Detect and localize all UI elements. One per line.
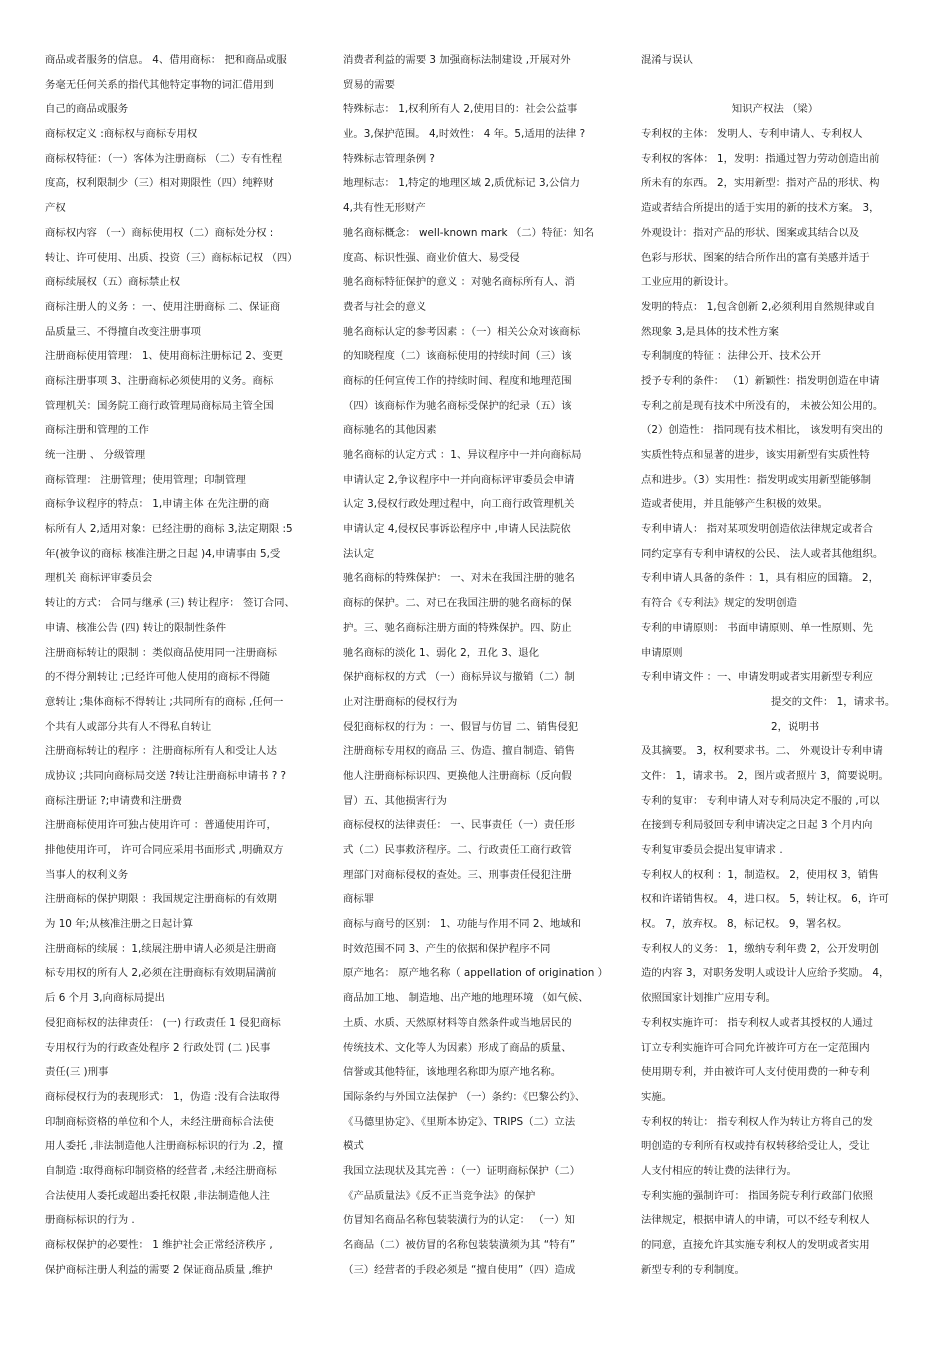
text-line: 法律规定，根据申请人的申请，可以不经专利权人 [641, 1214, 870, 1227]
text-line: 同约定享有专利申请权的公民、 法人或者其他组织。 [641, 547, 884, 560]
text-line: 商标的保护。二、对已在我国注册的驰名商标的保 [343, 597, 572, 610]
text-line: 保护商标权的方式 （一）商标异议与撤销（二）制 [343, 671, 575, 684]
text-line: 务毫无任何关系的指代其他特定事物的词汇借用到 [45, 78, 274, 91]
text-line: 商标罪 [343, 893, 375, 906]
text-line: 申请认定 2,争议程序中一并向商标评审委员会申请 [343, 473, 575, 486]
text-line: 当事人的权利义务 [45, 868, 129, 881]
text-line: 商标权保护的必要性： 1 维护社会正常经济秩序 , [45, 1239, 273, 1251]
text-line: （2）创造性： 指同现有技术相比， 该发明有突出的 [641, 424, 883, 437]
text-line: 转让、许可使用、出质、投资（三）商标标记权 （四） [45, 251, 298, 264]
text-line: 明创造的专利所有权或持有权转移给受让人，受让 [641, 1140, 870, 1153]
text-line: 商标侵权的法律责任： 一、民事责任（一）责任形 [343, 819, 575, 832]
text-line: 特殊标志管理条例 ? [343, 152, 435, 165]
text-line: 成协议 ;共同向商标局交送 ?转让注册商标申请书 ? ? [45, 769, 287, 782]
text-line: 外观设计：指对产品的形状、图案或其结合以及 [641, 226, 860, 239]
text-line: 排他使用许可， 许可合同应采用书面形式 ,明确双方 [45, 844, 284, 856]
text-line: 驰名商标的特殊保护： 一、对未在我国注册的驰名 [343, 572, 575, 585]
text-line: 专利制度的特征 ：法律公开、技术公开 [641, 350, 821, 363]
text-line: 专利之前是现有技术中所没有的， 未被公知公用的。 [641, 399, 884, 412]
text-line: 然现象 3,是具体的技术性方案 [641, 325, 779, 338]
text-line: 的不得分割转让 ;已经许可他人使用的商标不得随 [45, 671, 271, 684]
text-line: 保护商标注册人利益的需要 2 保证商品质量 ,维护 [45, 1263, 273, 1276]
text-line: 自制造 :取得商标印制资格的经营者 ,未经注册商标 [45, 1164, 277, 1177]
text-line: 我国立法现状及其完善 ：（一）证明商标保护（二） [343, 1164, 581, 1177]
text-line: 专利权的主体： 发明人、专利申请人、专利权人 [641, 128, 863, 141]
text-line: 申请认定 4,侵权民事诉讼程序中 ,申请人民法院依 [343, 523, 571, 536]
text-line: 认定 3,侵权行政处理过程中，向工商行政管理机关 [343, 498, 575, 511]
text-line: 他人注册商标标识四、更换他人注册商标（反向假 [343, 769, 572, 782]
text-line: 标专用权的所有人 2,必须在注册商标有效期届满前 [45, 967, 277, 980]
text-line: 特殊标志： 1,权利所有人 2,使用目的：社会公益事 [343, 103, 578, 116]
text-line: 商品或者服务的信息。 4、借用商标： 把和商品或服 [45, 54, 287, 66]
text-line: 商标的任何宣传工作的持续时间、程度和地理范围 [343, 374, 572, 387]
text-line: 贸易的需要 [343, 78, 395, 91]
text-line: 管理机关：国务院工商行政管理局商标局主管全国 [45, 399, 274, 412]
text-line: 专利申请人： 指对某项发明创造依法律规定或者合 [641, 523, 873, 536]
text-line: 侵犯商标权的行为 ：一、假冒与仿冒 二、销售侵犯 [343, 720, 579, 733]
text-line: 专利的申请原则： 书面申请原则、单一性原则、先 [641, 621, 873, 634]
text-line: 商标与商号的区别： 1、功能与作用不同 2、地域和 [343, 918, 582, 931]
text-line: 专利复审委员会提出复审请求 . [641, 844, 783, 856]
text-line: 注册商标的续展 ：1,续展注册申请人必须是注册商 [45, 942, 277, 955]
text-line: 侵犯商标权的法律责任： (一) 行政责任 1 侵犯商标 [45, 1016, 281, 1029]
text-line: 产权 [45, 202, 66, 215]
text-line: 商标续展权（五）商标禁止权 [45, 276, 181, 289]
text-line: 度高、标识性强、商业价值大、易受侵 [343, 251, 520, 264]
text-line: 商标侵权行为的表现形式： 1，伪造 :没有合法取得 [45, 1090, 280, 1103]
text-line: 时效范围不同 3、产生的依据和保护程序不同 [343, 942, 551, 955]
text-line: 原产地名： 原产地名称（ appellation of origination ） [343, 967, 609, 980]
text-line: 商标驰名的其他因素 [343, 424, 437, 437]
text-column-right [641, 48, 909, 1282]
text-line: 商标注册和管理的工作 [45, 424, 149, 437]
text-line: 色彩与形状、图案的结合所作出的富有美感并适于 [641, 251, 870, 264]
text-line: 授予专利的条件： （1）新颖性：指发明创造在申请 [641, 374, 880, 387]
text-line: 消费者利益的需要 3 加强商标法制建设 ,开展对外 [343, 54, 571, 66]
text-line: （四）该商标作为驰名商标受保护的纪录（五）该 [343, 399, 572, 412]
text-line: 专利申请人具备的条件 ：1，具有相应的国籍。 2， [641, 572, 880, 585]
text-line: 专利的复审： 专利申请人对专利局决定不服的 ,可以 [641, 794, 880, 807]
text-line: 注册商标转让的程序 ：注册商标所有人和受让人达 [45, 745, 277, 758]
text-line: 专用权行为的行政查处程序 2 行政处罚 (二 )民事 [45, 1041, 271, 1054]
text-line: 混淆与误认 [641, 54, 693, 66]
text-line: 商标权特征：（一）客体为注册商标 （二）专有性程 [45, 152, 283, 165]
text-line: 商标注册证 ?;申请费和注册费 [45, 794, 183, 807]
text-line: 转让的方式： 合同与继承 (三) 转让程序： 签订合同、 [45, 597, 295, 610]
text-line: 商标管理： 注册管理；使用管理；印制管理 [45, 473, 246, 486]
text-line: 依照国家计划推广应用专利。 [641, 992, 777, 1005]
text-line: 注册商标专用权的商品 三、伪造、擅自制造、销售 [343, 745, 575, 758]
text-line: 册商标标识的行为 . [45, 1214, 135, 1227]
text-line: 商标注册事项 3、注册商标必须使用的义务。商标 [45, 374, 274, 387]
text-line: 商标争议程序的特点： 1,申请主体 在先注册的商 [45, 498, 270, 511]
text-line: 有符合《专利法》规定的发明创造 [641, 597, 797, 610]
text-line: 止对注册商标的侵权行为 [343, 695, 458, 708]
text-line: 驰名商标概念： well-known mark （二）特征：知名 [343, 226, 595, 239]
text-line: 申请原则 [641, 646, 683, 659]
text-line [641, 73, 909, 98]
text-line: 驰名商标的淡化 1、弱化 2，丑化 3、退化 [343, 646, 539, 659]
text-line: 印制商标资格的单位和个人，未经注册商标合法使 [45, 1115, 274, 1128]
text-line: 理机关 商标评审委员会 [45, 572, 153, 585]
text-line: 专利权的客体： 1，发明：指通过智力劳动创造出前 [641, 152, 880, 165]
text-line: 商标权定义 :商标权与商标专用权 [45, 128, 198, 141]
text-line: 传统技术、文化等人为因素）形成了商品的质量、 [343, 1041, 572, 1054]
text-line: 注册商标转让的限制 ：类似商品使用同一注册商标 [45, 646, 277, 659]
text-line: 点和进步。（3）实用性：指发明或实用新型能够制 [641, 473, 872, 486]
text-line: 用人委托 ,非法制造他人注册商标标识的行为 .2，擅 [45, 1140, 284, 1153]
text-line: 的同意，直接允许其实施专利权人的发明或者实用 [641, 1239, 870, 1251]
text-line: 商标注册人的义务 ：一、使用注册商标 二、保证商 [45, 300, 281, 313]
text-line: 注册商标的保护期限 ：我国规定注册商标的有效期 [45, 893, 277, 906]
text-line: 造或者结合所提出的适于实用的新的技术方案。 3， [641, 202, 880, 215]
text-line: 4,共有性无形财产 [343, 202, 426, 215]
text-line: 统一注册 、 分级管理 [45, 449, 146, 461]
text-line: 名商品（二）被仿冒的名称包装装潢须为其 “特有” [343, 1239, 576, 1251]
text-line: 专利申请文件 ：一、申请发明或者实用新型专利应 [641, 671, 873, 684]
text-line: 工业应用的新设计。 [641, 276, 735, 289]
text-line: 土质、水质、天然原材料等自然条件或当地居民的 [343, 1016, 572, 1029]
text-line: 商标权内容 （一）商标使用权（二）商标处分权 : [45, 226, 274, 239]
text-line: 新型专利的专利制度。 [641, 1263, 745, 1276]
text-line: 冒）五、其他损害行为 [343, 794, 447, 807]
text-line: 责任(三 )刑事 [45, 1066, 109, 1079]
text-line: 权和许诺销售权。 4，进口权。 5，转让权。 6，许可 [641, 893, 889, 906]
text-line: 专利权人的权利 ：1，制造权。 2，使用权 3，销售 [641, 868, 879, 881]
text-line: 的知晓程度（二）该商标使用的持续时间（三）该 [343, 350, 572, 363]
text-line: 合法使用人委托或超出委托权限 ,非法制造他人注 [45, 1189, 270, 1202]
text-line: 提交的文件： 1，请求书。 [771, 695, 896, 708]
text-line: 仿冒知名商品名称包装装潢行为的认定： （一）知 [343, 1214, 575, 1227]
text-line: 年(被争议的商标 核准注册之日起 )4,申请事由 5,受 [45, 547, 281, 560]
text-line: 专利权人的义务： 1，缴纳专利年费 2，公开发明创 [641, 942, 880, 955]
text-column-middle [343, 48, 611, 1282]
text-line: 注册商标使用管理： 1、使用商标注册标记 2、变更 [45, 350, 284, 363]
text-line: 商品加工地、 制造地、出产地的地理环境 （如气候、 [343, 992, 589, 1005]
text-line: 驰名商标认定的参考因素 ：（一）相关公众对该商标 [343, 325, 581, 338]
text-line: 信誉或其他特征，该地理名称即为原产地名称。 [343, 1066, 562, 1079]
text-line: （三）经营者的手段必须是 “擅自使用”（四）造成 [343, 1263, 576, 1276]
text-line: 理部门对商标侵权的查处。三、刑事责任侵犯注册 [343, 868, 572, 881]
text-line: 专利权实施许可： 指专利权人或者其授权的人通过 [641, 1016, 873, 1029]
text-line: 权。 7，放弃权。 8，标记权。 9，署名权。 [641, 918, 848, 931]
text-line: 在接到专利局驳回专利申请决定之日起 3 个月内向 [641, 819, 873, 832]
text-line: 及其摘要。 3，权利要求书。二、 外观设计专利申请 [641, 745, 883, 758]
text-line: 实质性特点和显著的进步，该实用新型有实质性特 [641, 449, 870, 461]
text-line: 人支付相应的转让费的法律行为。 [641, 1164, 797, 1177]
text-line: 后 6 个月 3,向商标局提出 [45, 992, 165, 1005]
text-line: 使用期专利，并由被许可人支付使用费的一种专利 [641, 1066, 870, 1079]
text-line: 模式 [343, 1140, 364, 1153]
text-line: 造的内容 3，对职务发明人或设计人应给予奖励。 4， [641, 967, 890, 980]
text-line: 申请、核准公告 (四) 转让的限制性条件 [45, 621, 226, 634]
text-line: 发明的特点： 1,包含创新 2,必须利用自然规律或自 [641, 300, 876, 313]
text-line: 品质量三、不得擅自改变注册事项 [45, 325, 201, 338]
text-line: 所未有的东西。 2，实用新型：指对产品的形状、构 [641, 177, 880, 190]
text-line: 式（二）民事救济程序。二、行政责任工商行政管 [343, 844, 572, 856]
text-line: 度高，权利限制少（三）相对期限性（四）纯粹财 [45, 177, 274, 190]
text-line: 意转让 ;集体商标不得转让 ;共同所有的商标 ,任何一 [45, 695, 284, 708]
text-line: 2，说明书 [771, 720, 820, 733]
text-line: 为 10 年;从核准注册之日起计算 [45, 918, 194, 931]
text-line: 注册商标使用许可独占使用许可 ：普通使用许可， [45, 819, 277, 832]
text-line: 个共有人或部分共有人不得私自转让 [45, 720, 212, 733]
text-line: 造或者使用，并且能够产生积极的效果。 [641, 498, 829, 511]
text-line: 费者与社会的意义 [343, 300, 427, 313]
text-line: 驰名商标的认定方式 ：1、异议程序中一并向商标局 [343, 449, 582, 461]
text-line: 护。三、驰名商标注册方面的特殊保护。四、防止 [343, 621, 572, 634]
text-line: 自己的商品或服务 [45, 103, 129, 116]
section-heading: 知识产权法 （梁） [731, 103, 819, 116]
text-line: 地理标志： 1,特定的地理区域 2,质优标记 3,公信力 [343, 177, 581, 190]
text-line: 文件： 1，请求书。 2，图片或者照片 3，简要说明。 [641, 769, 889, 782]
text-line: 法认定 [343, 547, 375, 560]
text-line: 实施。 [641, 1090, 673, 1103]
text-line: 驰名商标特征保护的意义 ：对驰名商标所有人、消 [343, 276, 575, 289]
text-line: 专利实施的强制许可： 指国务院专利行政部门依照 [641, 1189, 873, 1202]
text-line: 业。3,保护范围。 4,时效性： 4 年。5,适用的法律 ? [343, 128, 586, 141]
text-line: 《马德里协定》、《里斯本协定》、TRIPS（二）立法 [343, 1115, 576, 1128]
text-line: 订立专利实施许可合同允许被许可方在一定范围内 [641, 1041, 870, 1054]
text-column-left [45, 48, 313, 1282]
text-line: 标所有人 2,适用对象：已经注册的商标 3,法定期限 :5 [45, 523, 293, 536]
text-line: 国际条约与外国立法保护 （一）条约：《巴黎公约》、 [343, 1090, 586, 1103]
text-line: 专利权的转让： 指专利权人作为转让方将自己的发 [641, 1115, 873, 1128]
text-line: 《产品质量法》《反不正当竞争法》的保护 [343, 1189, 536, 1202]
